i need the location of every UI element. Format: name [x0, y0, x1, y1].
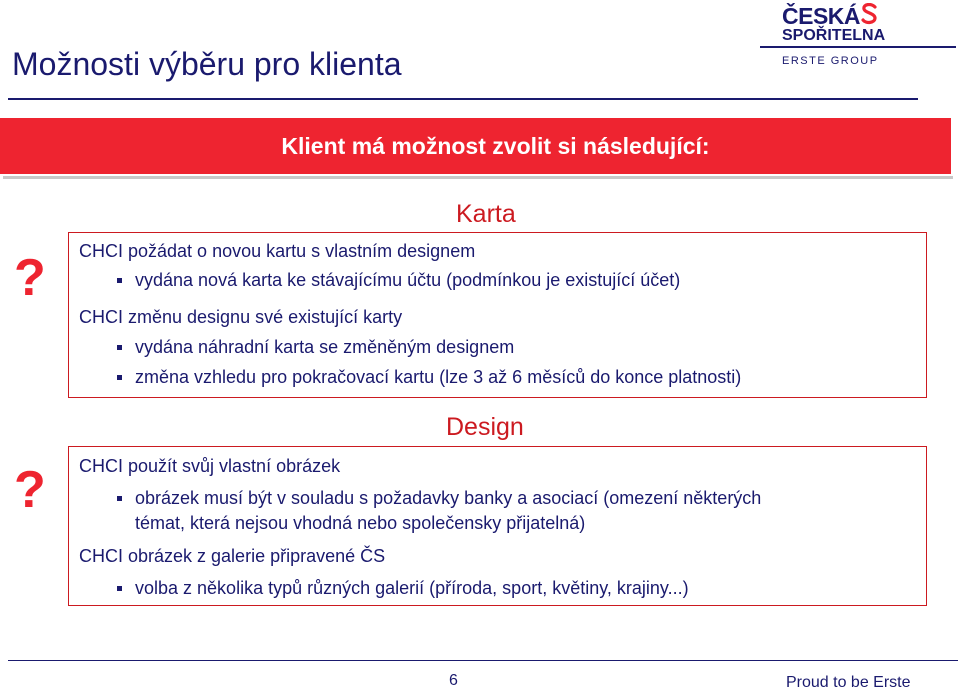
section-heading-karta: Karta	[456, 200, 516, 228]
footer-slogan: Proud to be Erste	[786, 674, 911, 691]
bullet-icon	[117, 586, 122, 591]
list-item: vydána náhradní karta se změněným designem	[135, 337, 515, 357]
bullet-icon	[117, 278, 122, 283]
list-item: CHCI obrázek z galerie připravené ČS	[79, 546, 386, 566]
logo-s-symbol-icon	[861, 3, 879, 25]
logo-bar	[760, 46, 956, 48]
question-mark-icon: ?	[14, 249, 46, 307]
design-options-box	[68, 446, 927, 606]
karta-options-box	[68, 232, 927, 398]
list-item: CHCI požádat o novou kartu s vlastním designem	[79, 241, 476, 261]
options-banner	[0, 118, 951, 174]
logo-line2: SPOŘITELNA	[782, 27, 886, 44]
question-mark-icon: ?	[14, 461, 46, 519]
list-item: volba z několika typů různých galerií (příroda, sport, květiny, krajiny...)	[135, 578, 689, 598]
logo-line1: ČESKÁ	[782, 3, 861, 29]
logo-group-text: ERSTE GROUP	[782, 55, 879, 67]
bullet-icon	[117, 375, 122, 380]
list-item: témat, která nejsou vhodná nebo společensky přijatelná)	[135, 513, 586, 533]
banner-text: Klient má možnost zvolit si následující:	[281, 133, 710, 159]
list-item: CHCI použít svůj vlastní obrázek	[79, 456, 341, 476]
list-item: CHCI změnu designu své existující karty	[79, 307, 403, 327]
title-divider	[8, 98, 918, 100]
bullet-icon	[117, 345, 122, 350]
list-item: vydána nová karta ke stávajícímu účtu (podmínkou je existující účet)	[135, 270, 681, 290]
list-item: změna vzhledu pro pokračovací kartu (lze 3 až 6 měsíců do konce platnosti)	[135, 367, 742, 387]
page-number: 6	[449, 672, 458, 689]
section-heading-design: Design	[446, 413, 524, 441]
banner-shadow	[3, 176, 953, 179]
list-item: obrázek musí být v souladu s požadavky banky a asociací (omezení některých	[135, 488, 762, 508]
page-title: Možnosti výběru pro klienta	[12, 46, 402, 82]
ceska-sporitelna-logo	[760, 0, 960, 72]
bullet-icon	[117, 496, 122, 501]
footer-divider	[8, 660, 958, 661]
